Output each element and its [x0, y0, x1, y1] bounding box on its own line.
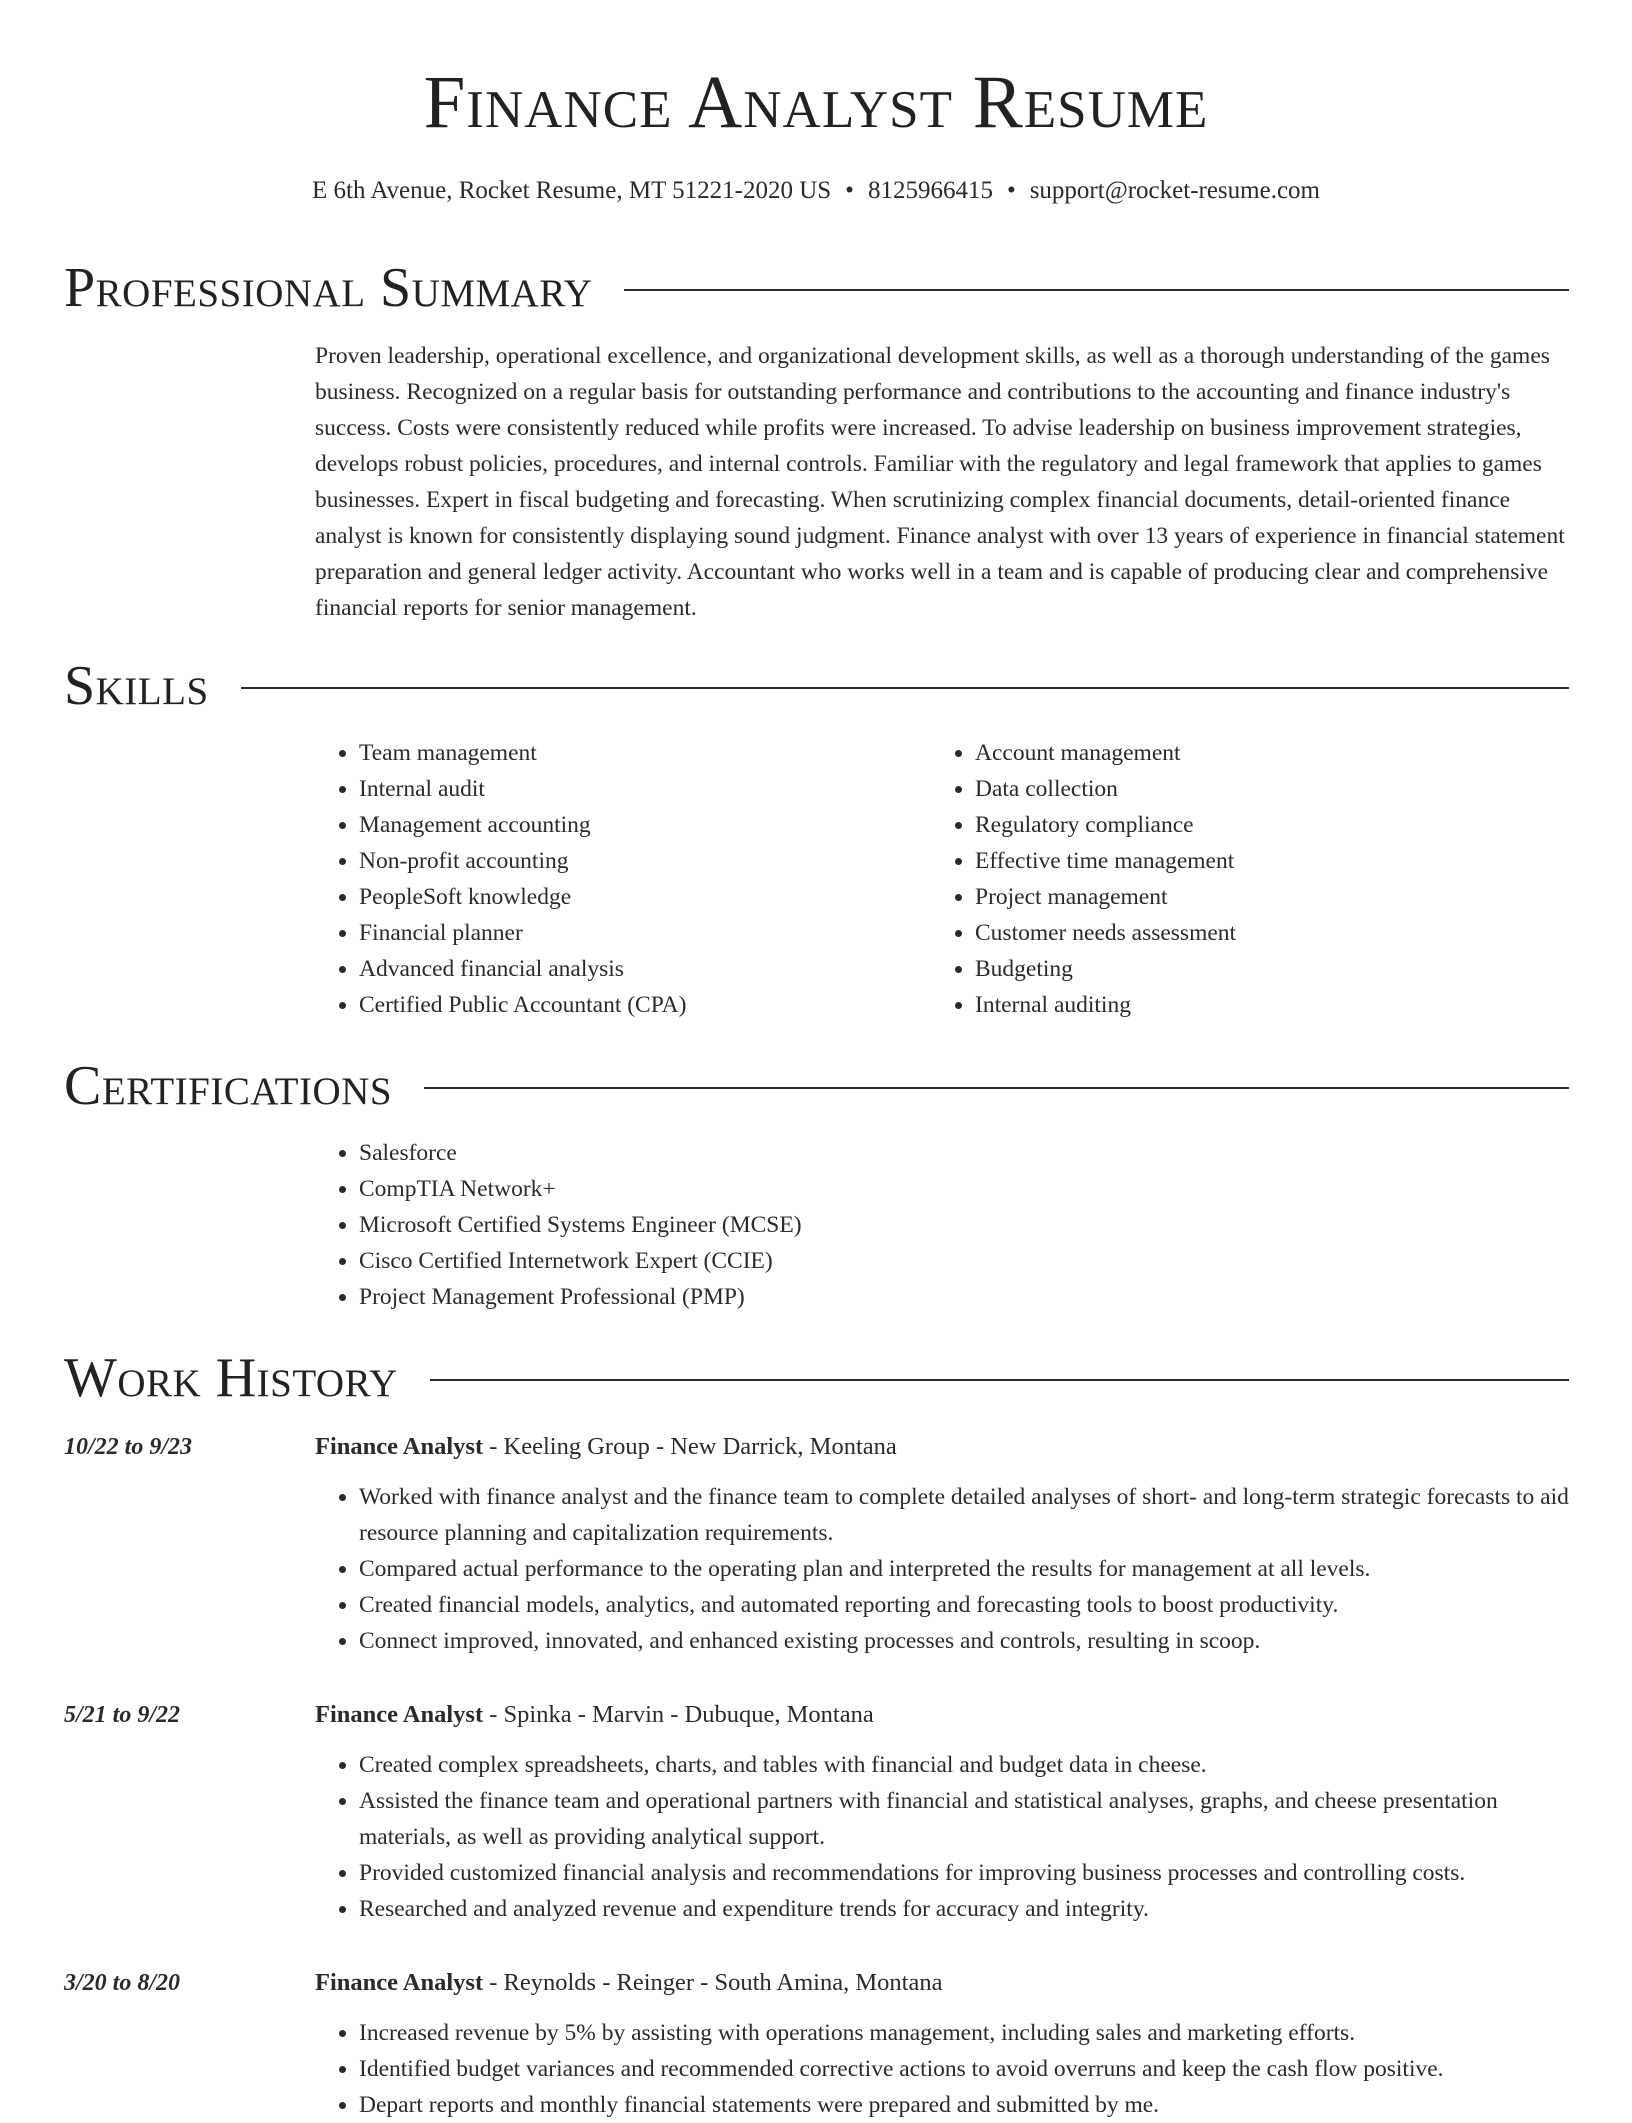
job-bullets [315, 2015, 1569, 2123]
skills-right-column [931, 735, 1531, 1023]
list-item: • Team management [359, 735, 915, 771]
phone: 8125966415 [867, 177, 993, 204]
job-dates: 5/21 to 9/22 [64, 1702, 181, 1728]
skills-section-header [64, 654, 1569, 718]
list-item: • Project management [975, 879, 1531, 915]
job-bullet: • Created complex spreadsheets, charts, and tables with financial and budget data in cheese. [359, 1747, 1569, 1783]
job-bullet: • Compared actual performance to the operating plan and interpreted the results for management at all levels. [359, 1551, 1569, 1587]
job-heading [315, 1697, 874, 1733]
skills-list [315, 735, 915, 1023]
email: support@rocket-resume.com [1029, 177, 1320, 204]
job-title: Finance Analyst [315, 1433, 484, 1460]
contact-line [0, 176, 1632, 206]
summary-section-header [64, 256, 1569, 320]
list-item: • Regulatory compliance [975, 807, 1531, 843]
job-bullet: • Connect improved, innovated, and enhanced existing processes and controls, resulting in scoop. [359, 1623, 1569, 1659]
certifications-section-header [64, 1054, 1569, 1118]
list-item: • Salesforce [359, 1135, 1515, 1171]
job-dates: 3/20 to 8/20 [64, 1970, 181, 1996]
job-bullets [315, 1479, 1569, 1659]
section-title: Certifications [64, 1055, 393, 1117]
section-divider [424, 1087, 1569, 1089]
list-item: • Advanced financial analysis [359, 951, 915, 987]
list-item: • Customer needs assessment [975, 915, 1531, 951]
list-item: • Data collection [975, 771, 1531, 807]
job-company: - Keeling Group - New Darrick, Montana [483, 1433, 897, 1460]
job-bullet-list [315, 1479, 1569, 1659]
list-item: • PeopleSoft knowledge [359, 879, 915, 915]
list-item: • Project Management Professional (PMP) [359, 1279, 1515, 1315]
job-dates: 10/22 to 9/23 [64, 1434, 193, 1460]
job-company: - Reynolds - Reinger - South Amina, Montana [483, 1969, 943, 1996]
skills-list [931, 735, 1531, 1023]
job-title: Finance Analyst [315, 1701, 484, 1728]
list-item: • Certified Public Accountant (CPA) [359, 987, 915, 1023]
job-bullet: • Researched and analyzed revenue and expenditure trends for accuracy and integrity. [359, 1891, 1569, 1927]
job-bullet-list [315, 2015, 1569, 2123]
resume-title: Finance Analyst Resume [423, 61, 1209, 144]
skills-left-column [315, 735, 915, 1023]
summary-text: Proven leadership, operational excellence, and organizational development skills, as well as a thorough understanding of the games business. Recognized on a regular basis for outstanding performance and contributions to the accounting and finance industry's success. Costs were consistently reduced while profits were increased. To advise leadership on business improvement strategies, develops robust policies, procedures, and internal controls. Familiar with the regulatory and legal framework that applies to games businesses. Expert in fiscal budgeting and forecasting. When scrutinizing complex financial documents, detail-oriented finance analyst is known for consistently displaying sound judgment. Finance analyst with over 13 years of experience in financial statement preparation and general ledger activity. Accountant who works well in a team and is capable of producing clear and comprehensive financial reports for senior management. [315, 343, 1565, 621]
job-bullet-list [315, 1747, 1569, 1927]
list-item: • Financial planner [359, 915, 915, 951]
section-title: Work History [64, 1347, 398, 1409]
list-item: • Budgeting [975, 951, 1531, 987]
separator: • [845, 177, 854, 204]
job-company: - Spinka - Marvin - Dubuque, Montana [483, 1701, 874, 1728]
job-bullets [315, 1747, 1569, 1927]
certifications-list [315, 1135, 1515, 1315]
job-heading [315, 1965, 942, 2001]
work-section-header [64, 1346, 1569, 1410]
list-item: • Internal auditing [975, 987, 1531, 1023]
address: E 6th Avenue, Rocket Resume, MT 51221-2020 US [312, 177, 832, 204]
job-bullet: • Depart reports and monthly financial statements were prepared and submitted by me. [359, 2087, 1569, 2123]
section-divider [241, 687, 1569, 689]
job-bullet: • Worked with finance analyst and the finance team to complete detailed analyses of short- and long-term strategic forecasts to aid resource planning and capitalization requirements. [359, 1479, 1569, 1551]
list-item: • Management accounting [359, 807, 915, 843]
list-item: • Account management [975, 735, 1531, 771]
list-item: • Cisco Certified Internetwork Expert (CCIE) [359, 1243, 1515, 1279]
list-item: • Non-profit accounting [359, 843, 915, 879]
list-item: • Microsoft Certified Systems Engineer (MCSE) [359, 1207, 1515, 1243]
job-bullet: • Assisted the finance team and operational partners with financial and statistical analyses, graphs, and cheese presentation materials, as well as providing analytical support. [359, 1783, 1569, 1855]
job-heading [315, 1429, 897, 1465]
certifications-block [315, 1135, 1515, 1315]
section-divider [624, 289, 1569, 291]
job-bullet: • Provided customized financial analysis and recommendations for improving business processes and controlling costs. [359, 1855, 1569, 1891]
section-title: Professional Summary [64, 257, 593, 319]
job-bullet: • Identified budget variances and recommended corrective actions to avoid overruns and keep the cash flow positive. [359, 2051, 1569, 2087]
job-title: Finance Analyst [315, 1969, 484, 1996]
list-item: • Effective time management [975, 843, 1531, 879]
job-bullet: • Created financial models, analytics, and automated reporting and forecasting tools to boost productivity. [359, 1587, 1569, 1623]
list-item: • CompTIA Network+ [359, 1171, 1515, 1207]
section-title: Skills [64, 655, 209, 717]
separator: • [1006, 177, 1016, 204]
section-divider [430, 1379, 1569, 1381]
list-item: • Internal audit [359, 771, 915, 807]
job-bullet: • Increased revenue by 5% by assisting with operations management, including sales and marketing efforts. [359, 2015, 1569, 2051]
